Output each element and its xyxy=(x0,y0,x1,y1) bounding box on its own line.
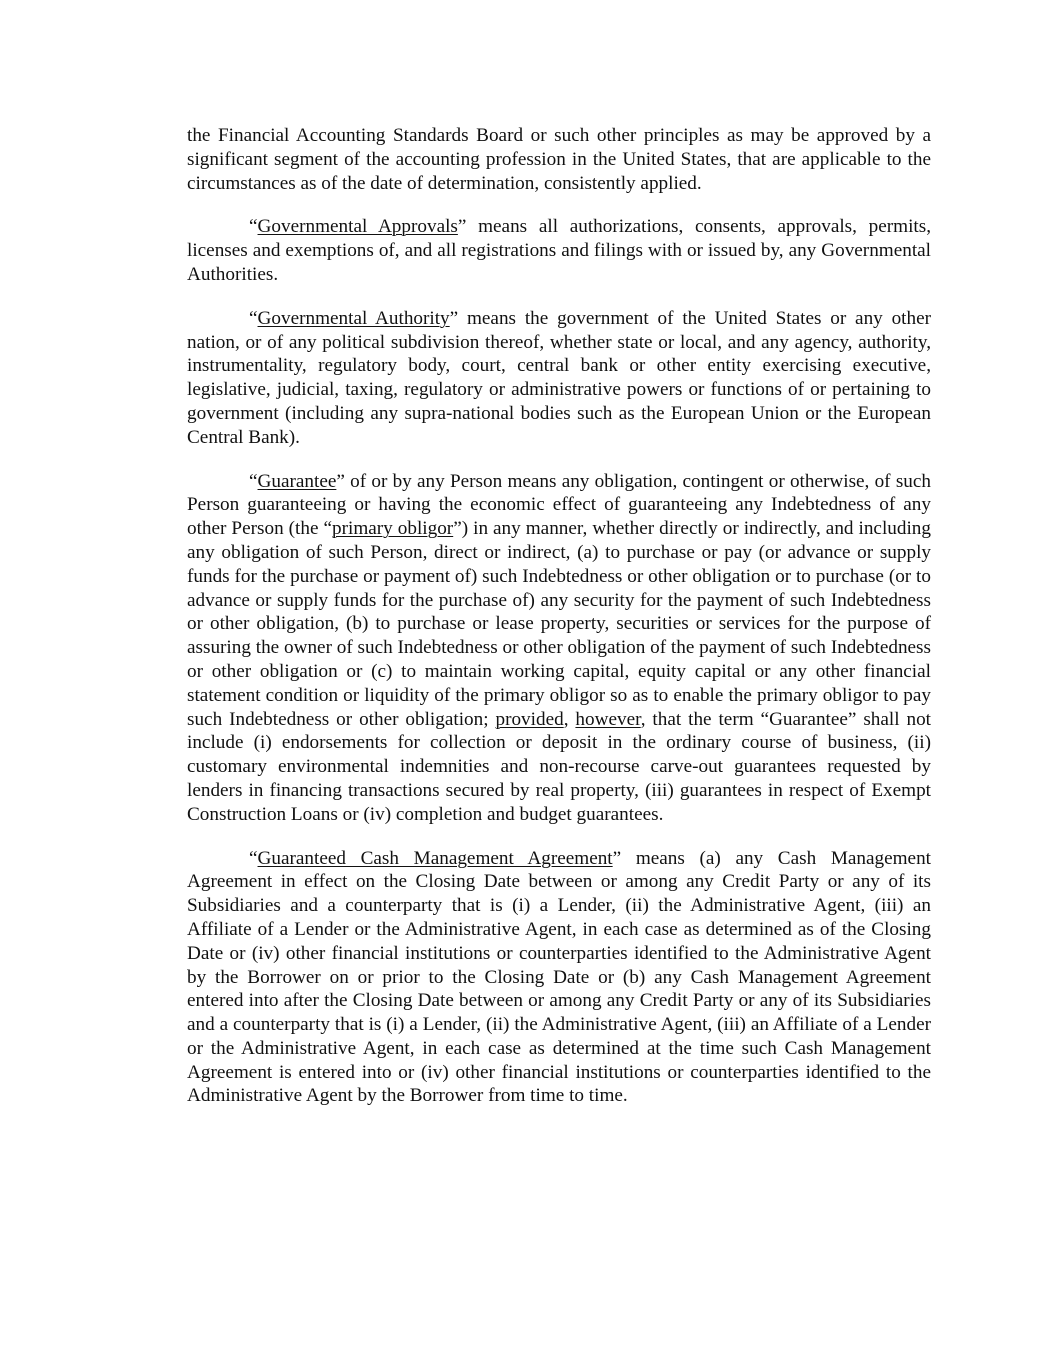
proviso-however: however xyxy=(575,708,641,730)
open-quote: “ xyxy=(249,470,258,492)
defined-term: Governmental Authority xyxy=(257,307,450,329)
open-quote: “ xyxy=(249,216,258,238)
proviso-provided: provided xyxy=(495,708,564,730)
definition-guarantee xyxy=(187,470,931,827)
definition-text: ” means all authorizations, consents, approvals, permits, licenses and exemptions of, and all registrations and filings with or issued by, any Governmental Authorities. xyxy=(187,216,932,285)
open-quote: “ xyxy=(249,847,258,869)
definition-governmental-approvals xyxy=(187,215,931,286)
document-page xyxy=(187,124,931,1128)
defined-term: Guarantee xyxy=(257,470,337,492)
open-quote: “ xyxy=(249,307,258,329)
defined-term: Governmental Approvals xyxy=(257,216,458,238)
definition-governmental-authority xyxy=(187,307,931,450)
defined-term: Guaranteed Cash Management Agreement xyxy=(257,847,613,869)
definition-text: ” means (a) any Cash Management Agreement in effect on the Closing Date between or among any Credit Party or any of its Subsidiaries and a counterparty that is (i) a Lender, (ii) the Administrative Agent, (iii) an Affiliate of a Lender or the Administrative Agent, in each case as determined as of the Closing Date or (iv) other financial institutions or counterparties identified to the Administrative Agent by the Borrower on or prior to the Closing Date or (b) any Cash Management Agreement entered into after the Closing Date between or among any Credit Party or any of its Subsidiaries and a counterparty that is (i) a Lender, (ii) the Administrative Agent, (iii) an Affiliate of a Lender or the Administrative Agent, in each case as determined at the time such Cash Management Agreement is entered into or (iv) other financial institutions or counterparties identified to the Administrative Agent by the Borrower from time to time. xyxy=(187,847,931,1107)
definition-text-part3: , that the term “Guarantee” shall not include (i) endorsements for collection or deposit in the ordinary course of business, (ii) customary environmental indemnities and non-recourse carve-out guarantees requested by lenders in financing transactions secured by real property, (iii) guarantees in respect of Exempt Construction Loans or (iv) completion and budget guarantees. xyxy=(187,708,932,825)
definition-text-part2: ”) in any manner, whether directly or indirectly, and including any obligation of such Person, direct or indirect, (a) to purchase or pay (or advance or supply funds for the purchase or payment of) such Indebtedness or other obligation or to purchase (or to advance or supply funds for the purchase of) any security for the payment of such Indebtedness or other obligation, (b) to purchase or lease property, securities or services for the purpose of assuring the owner of such Indebtedness or other obligation of the payment of such Indebtedness or other obligation or (c) to maintain working capital, equity capital or any other financial statement condition or liquidity of the primary obligor so as to enable the primary obligor to pay such Indebtedness or other obligation; xyxy=(187,518,931,730)
defined-term-primary-obligor: primary obligor xyxy=(332,518,454,540)
definition-text-part1: ” of or by any Person means any obligation, contingent or otherwise, of such Person guaranteeing or having the economic effect of guaranteeing any Indebtedness of any other Person (the “ xyxy=(187,470,931,540)
paragraph-text: the Financial Accounting Standards Board or such other principles as may be approved by a significant segment of the accounting profession in the United States, that are applicable to the circumstances as of the date of determination, consistently applied. xyxy=(187,125,931,194)
definition-guaranteed-cash-management-agreement xyxy=(187,847,931,1109)
definition-text: ” means the government of the United States or any other nation, or of any political subdivision thereof, whether state or local, and any agency, authority, instrumentality, regulatory body, court, central bank or other entity exercising executive, legislative, judicial, taxing, regulatory or administrative powers or functions of or pertaining to government (including any supra-national bodies such as the European Union or the European Central Bank). xyxy=(187,307,931,448)
proviso-comma: , xyxy=(563,708,576,730)
paragraph-gaap-continuation xyxy=(187,124,931,195)
